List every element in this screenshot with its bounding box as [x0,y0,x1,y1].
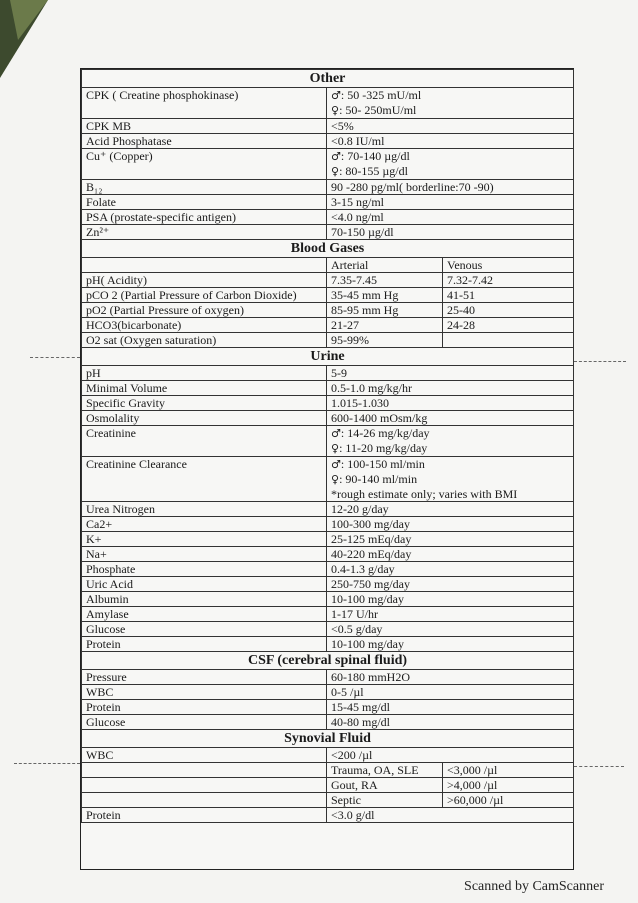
value-line: ♂: 14-26 mg/kg/day [331,426,430,440]
value-line: 0-5 /µl [331,685,364,699]
test-name: PSA (prostate-specific antigen) [82,210,327,225]
section-title: Urine [82,348,574,366]
venous-value: 24-28 [443,318,574,333]
table-row [82,808,574,823]
section-title: Other [82,70,574,88]
table-row [82,700,574,715]
test-name: CPK ( Creatine phosphokinase) [82,88,327,119]
table-row [82,303,574,318]
test-name: O2 sat (Oxygen saturation) [82,333,327,348]
table-row [82,426,574,457]
arterial-value: 85-95 mm Hg [327,303,443,318]
arterial-value: 35-45 mm Hg [327,288,443,303]
table-row [82,134,574,149]
venous-value: 7.32-7.42 [443,273,574,288]
value-line: 250-750 mg/day [331,577,410,591]
table-row [82,577,574,592]
test-name: pCO 2 (Partial Pressure of Carbon Dioxide) [82,288,327,303]
test-name: Amylase [82,607,327,622]
table-row [82,622,574,637]
value-line: <4.0 ng/ml [331,210,384,224]
value-line: 5-9 [331,366,347,380]
value-line: 0.4-1.3 g/day [331,562,395,576]
table-row [82,607,574,622]
reference-value [327,607,574,622]
test-name: Creatinine Clearance [82,457,327,502]
section-title: Blood Gases [82,240,574,258]
table-row [82,195,574,210]
column-header-row [82,258,574,273]
test-name: Zn²⁺ [82,225,327,240]
reference-value [327,562,574,577]
table-row [82,748,574,763]
reference-value [327,637,574,652]
value-line: ♀: 50- 250mU/ml [331,103,417,117]
value-line: 10-100 mg/day [331,592,404,606]
table-row [82,318,574,333]
test-name: Creatinine [82,426,327,457]
test-name: Albumin [82,592,327,607]
reference-value [327,577,574,592]
female-symbol-icon: ♀ [331,473,340,486]
table-row [82,366,574,381]
value-line: ♀: 90-140 ml/min [331,472,418,486]
test-name: Na+ [82,547,327,562]
condition-label: Trauma, OA, SLE [327,763,443,778]
reference-value: <3.0 g/dl [327,808,574,823]
venous-value [443,333,574,348]
table-row [82,532,574,547]
value-line: 3-15 ng/ml [331,195,384,209]
arterial-value: 21-27 [327,318,443,333]
section-header-row [82,730,574,748]
test-name: Glucose [82,715,327,730]
wbc-count-value: <3,000 /µl [443,763,574,778]
reference-value [327,180,574,195]
column-header: Arterial [327,258,443,273]
test-name: Urea Nitrogen [82,502,327,517]
reference-value [327,685,574,700]
table-row [82,517,574,532]
reference-value [327,670,574,685]
test-name: B₁₂ [82,180,327,195]
value-line: 70-150 µg/dl [331,225,394,239]
section-header-row [82,652,574,670]
test-name: Acid Phosphatase [82,134,327,149]
test-name: Pressure [82,670,327,685]
reference-value [327,119,574,134]
table-row [82,715,574,730]
reference-value [327,88,574,119]
test-name: Ca2+ [82,517,327,532]
table-row [82,411,574,426]
lab-values-table [81,69,574,823]
test-name: Glucose [82,622,327,637]
venous-value: 25-40 [443,303,574,318]
reference-value [327,592,574,607]
table-row [82,333,574,348]
test-name: pH [82,366,327,381]
table-row [82,685,574,700]
test-name: WBC [82,748,327,763]
test-name: HCO3(bicarbonate) [82,318,327,333]
table-row [82,763,574,778]
reference-value [327,622,574,637]
table-row [82,88,574,119]
test-name: Protein [82,808,327,823]
test-name: Minimal Volume [82,381,327,396]
section-title: Synovial Fluid [82,730,574,748]
value-line: ♂: 50 -325 mU/ml [331,88,422,102]
test-name [82,763,327,778]
value-line: 90 -280 pg/ml( borderline:70 -90) [331,180,494,194]
wbc-count-value: >4,000 /µl [443,778,574,793]
dark-corner-fold [0,0,48,78]
male-symbol-icon: ♂ [331,89,341,102]
female-symbol-icon: ♀ [331,104,340,117]
reference-value [327,457,574,502]
table-row [82,396,574,411]
reference-value [327,547,574,562]
section-header-row [82,70,574,88]
value-line: 60-180 mmH2O [331,670,410,684]
table-row [82,778,574,793]
reference-value [327,381,574,396]
section-header-row [82,240,574,258]
test-name: Uric Acid [82,577,327,592]
value-line: <5% [331,119,354,133]
value-line: <0.5 g/day [331,622,383,636]
value-line: *rough estimate only; varies with BMI [331,487,518,501]
test-name: Cu⁺ (Copper) [82,149,327,180]
arterial-value: 7.35-7.45 [327,273,443,288]
test-name: Phosphate [82,562,327,577]
wbc-count-value: >60,000 /µl [443,793,574,808]
female-symbol-icon: ♀ [331,165,340,178]
reference-value [327,715,574,730]
male-symbol-icon: ♂ [331,150,341,163]
value-line: 25-125 mEq/day [331,532,412,546]
test-name [82,793,327,808]
table-row [82,273,574,288]
value-line: ♀: 11-20 mg/kg/day [331,441,428,455]
section-title: CSF (cerebral spinal fluid) [82,652,574,670]
table-row [82,457,574,502]
scan-artifact-line [30,357,80,358]
table-row [82,670,574,685]
test-name: Folate [82,195,327,210]
test-name: WBC [82,685,327,700]
value-line: 600-1400 mOsm/kg [331,411,428,425]
value-line: 15-45 mg/dl [331,700,390,714]
male-symbol-icon: ♂ [331,458,341,471]
reference-value [327,149,574,180]
column-header: Venous [443,258,574,273]
value-line: 40-220 mEq/day [331,547,412,561]
value-line: 100-300 mg/day [331,517,410,531]
table-row [82,562,574,577]
table-row [82,119,574,134]
table-row [82,180,574,195]
reference-value [327,700,574,715]
test-name: Protein [82,700,327,715]
value-line: 1.015-1.030 [331,396,389,410]
value-line: ♀: 80-155 µg/dl [331,164,408,178]
test-name: Osmolality [82,411,327,426]
reference-values-sheet [80,68,574,870]
value-line: 1-17 U/hr [331,607,378,621]
condition-label: Septic [327,793,443,808]
test-name [82,778,327,793]
value-line: ♂: 100-150 ml/min [331,457,425,471]
condition-label: Gout, RA [327,778,443,793]
table-row [82,793,574,808]
test-name: pO2 (Partial Pressure of oxygen) [82,303,327,318]
scan-artifact-line [574,361,626,362]
table-row [82,547,574,562]
test-name: pH( Acidity) [82,273,327,288]
table-row [82,637,574,652]
reference-value [327,532,574,547]
value-line: ♂: 70-140 µg/dl [331,149,410,163]
value-line: 40-80 mg/dl [331,715,390,729]
scan-artifact-line [574,766,624,767]
table-row [82,225,574,240]
test-name: K+ [82,532,327,547]
test-name: Specific Gravity [82,396,327,411]
table-row [82,592,574,607]
reference-value [327,210,574,225]
venous-value: 41-51 [443,288,574,303]
male-symbol-icon: ♂ [331,427,341,440]
value-line: 10-100 mg/day [331,637,404,651]
scan-artifact-line [14,763,80,764]
table-row [82,288,574,303]
female-symbol-icon: ♀ [331,442,340,455]
table-row [82,381,574,396]
reference-value [327,426,574,457]
reference-value [327,502,574,517]
reference-value: <200 /µl [327,748,574,763]
column-header [82,258,327,273]
value-line: <0.8 IU/ml [331,134,385,148]
table-row [82,502,574,517]
reference-value [327,411,574,426]
test-name: Protein [82,637,327,652]
value-line: 0.5-1.0 mg/kg/hr [331,381,412,395]
table-row [82,210,574,225]
reference-value [327,517,574,532]
test-name: CPK MB [82,119,327,134]
section-header-row [82,348,574,366]
reference-value [327,134,574,149]
reference-value [327,195,574,210]
scanner-watermark: Scanned by CamScanner [464,879,604,894]
value-line: 12-20 g/day [331,502,389,516]
reference-value [327,225,574,240]
reference-value [327,396,574,411]
table-row [82,149,574,180]
reference-value [327,366,574,381]
arterial-value: 95-99% [327,333,443,348]
